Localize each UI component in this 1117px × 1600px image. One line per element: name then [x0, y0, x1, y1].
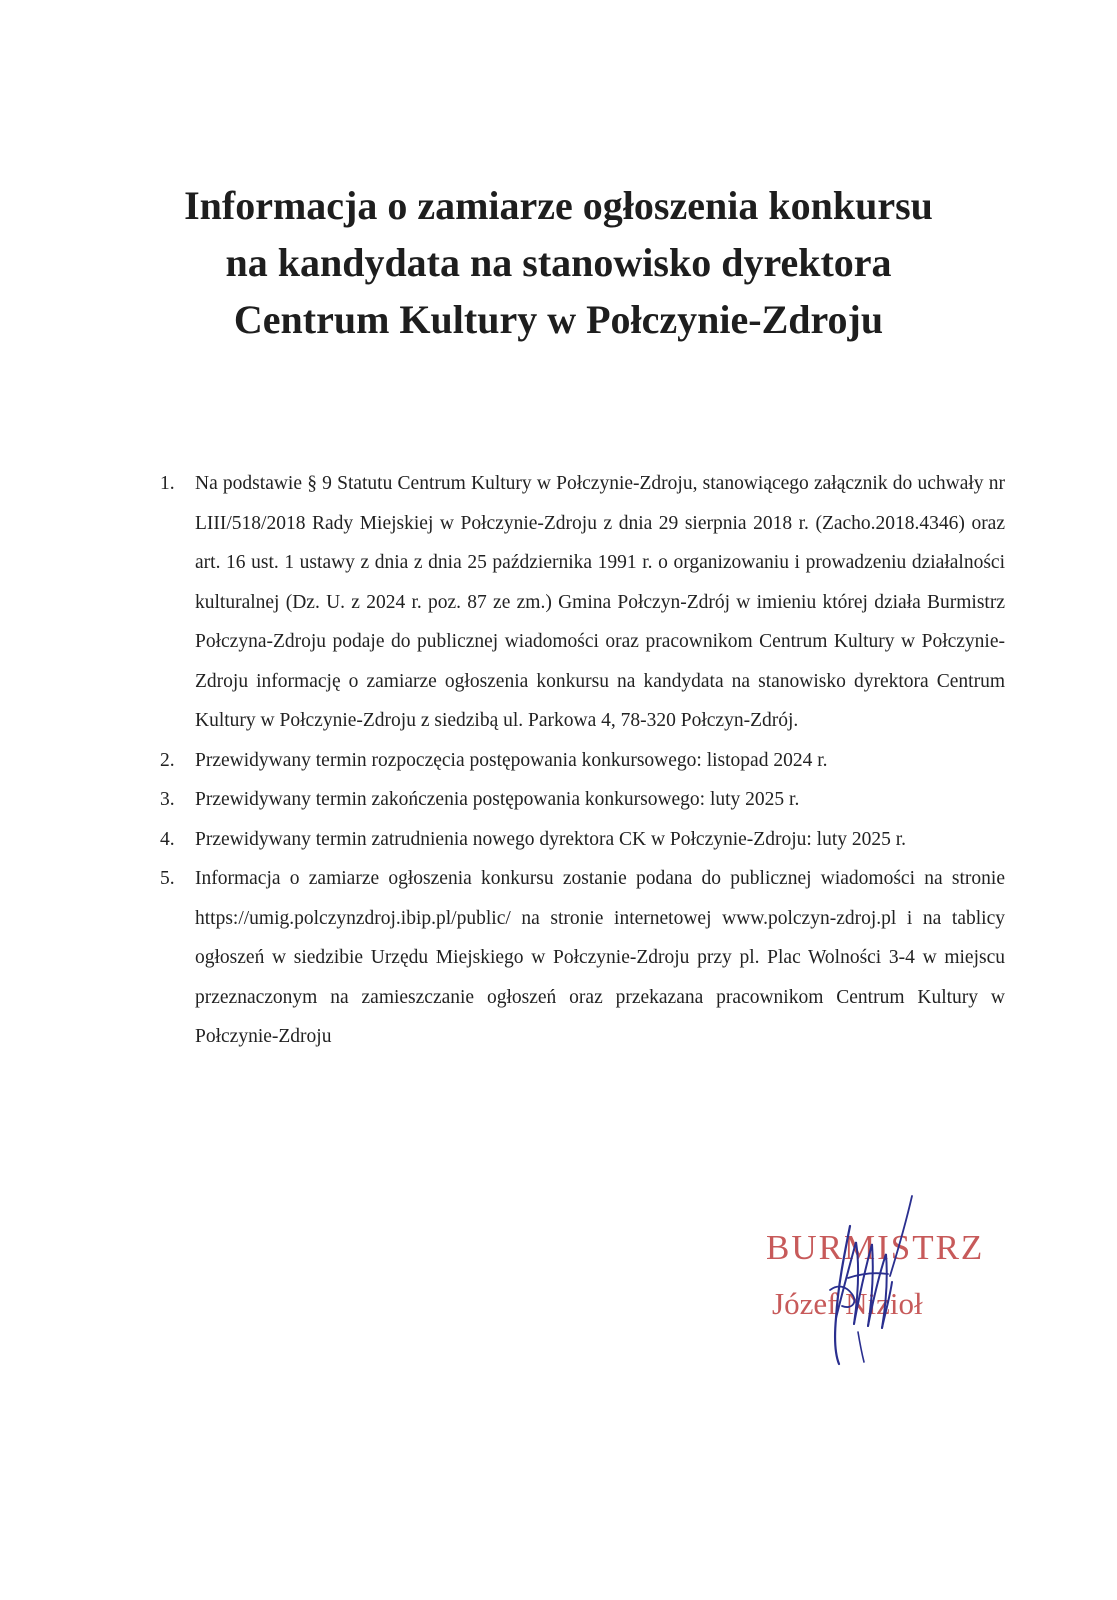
item-number: 1. — [160, 473, 175, 494]
item-text: Na podstawie § 9 Statutu Centrum Kultury w Połczynie-Zdroju, stanowiącego załącznik do uchwały nr LIII/518/2018 Rady Miejskiej w Połczynie-Zdroju z dnia 29 sierpnia 2018 r. (Zacho.2018.4346) oraz art. 16 ust. 1 ustawy z dnia z dnia 25 października 1991 r. o organizowaniu i prowadzeniu działalności kulturalnej (Dz. U. z 2024 r. poz. 87 ze zm.) Gmina Połczyn-Zdrój w imieniu której działa Burmistrz Połczyna-Zdroju podaje do publicznej wiadomości oraz pracownikom Centrum Kultury w Połczynie-Zdroju informację o zamiarze ogłoszenia konkursu na kandydata na stanowisko dyrektora Centrum Kultury w Połczynie-Zdroju z siedzibą ul. Parkowa 4, 78-320 Połczyn-Zdrój. — [195, 473, 1005, 731]
item-text: Informacja o zamiarze ogłoszenia konkursu zostanie podana do publicznej wiadomości na stronie https://umig.polczynzdroj.ibip.pl/public/ na stronie internetowej www.polczyn-zdroj.pl i na tablicy ogłoszeń w siedzibie Urzędu Miejskiego w Połczynie-Zdroju przy pl. Plac Wolności 3-4 w miejscu przeznaczonym na zamieszczanie ogłoszeń oraz przekazana pracownikom Centrum Kultury w Połczynie-Zdroju — [195, 868, 1005, 1047]
list-item — [150, 780, 1005, 820]
item-text: Przewidywany termin zatrudnienia nowego dyrektora CK w Połczynie-Zdroju: luty 2025 r. — [195, 828, 907, 850]
item-text: Przewidywany termin rozpoczęcia postępowania konkursowego: listopad 2024 r. — [195, 749, 828, 771]
item-number: 2. — [160, 749, 175, 771]
stamp-name: Józef Nizioł — [772, 1286, 923, 1321]
title-line-1: Informacja o zamiarze ogłoszenia konkursu — [184, 183, 933, 228]
announcement-list — [150, 464, 1005, 1057]
title-line-3: Centrum Kultury w Połczynie-Zdroju — [233, 297, 884, 342]
item-number: 3. — [160, 789, 175, 810]
item-text: Przewidywany termin zakończenia postępowania konkursowego: luty 2025 r. — [195, 789, 800, 810]
item-number: 4. — [160, 828, 175, 850]
list-item — [150, 464, 1005, 741]
list-item — [150, 741, 1005, 781]
title-line-2: na kandydata na stanowisko dyrektora — [225, 240, 892, 285]
handwritten-signature — [740, 1168, 1040, 1378]
signature-block — [740, 1168, 1040, 1378]
stamp-title: BURMISTRZ — [766, 1228, 985, 1267]
list-item — [150, 820, 1005, 860]
document-title — [0, 177, 1117, 348]
list-item — [150, 859, 1005, 1057]
item-number: 5. — [160, 868, 175, 889]
